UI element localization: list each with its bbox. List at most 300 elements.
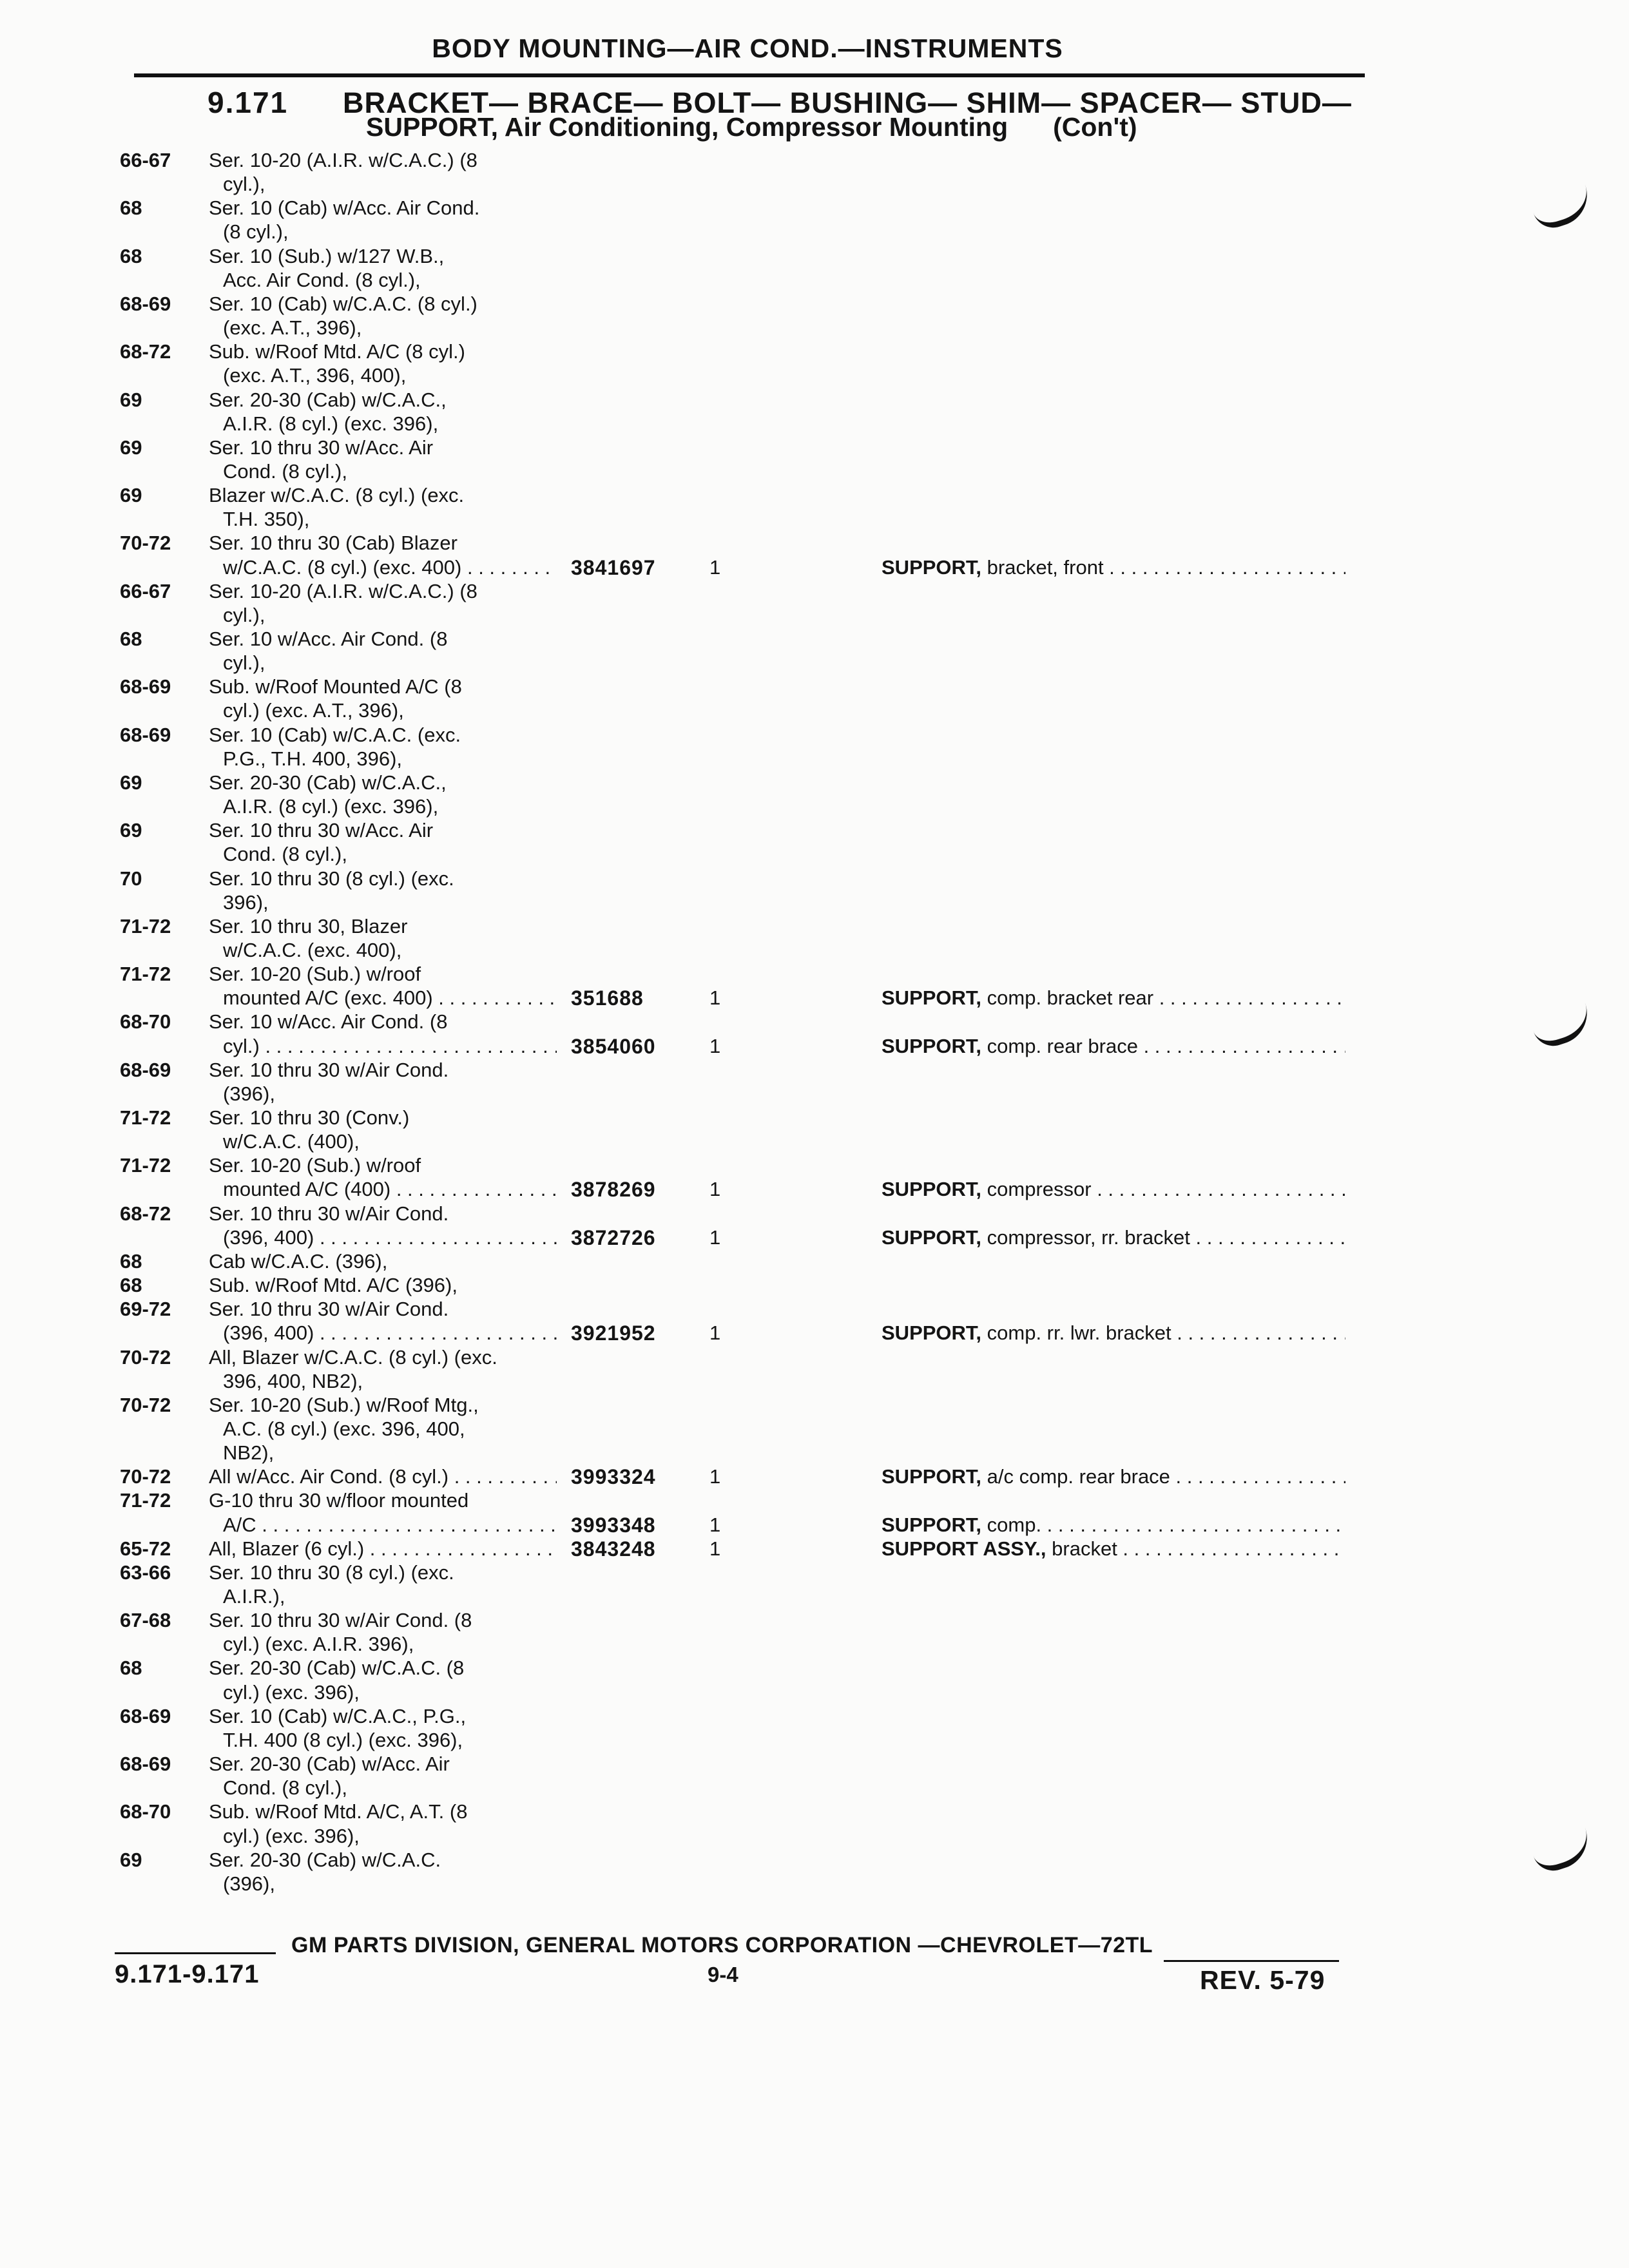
model-year: 68-72 (120, 1202, 171, 1225)
application-desc-wrap (223, 794, 557, 819)
application-desc-wrap (209, 1202, 557, 1226)
part-name-rest: comp. bracket rear . . . (981, 986, 1345, 1009)
part-name (882, 986, 1345, 1010)
application-row (0, 196, 1629, 220)
application-desc: Ser. 10 (Cab) w/C.A.C., P.G., (209, 1705, 467, 1727)
part-name-rest: compressor, rr. bracket . . . (981, 1226, 1345, 1249)
application-desc: P.G., T.H. 400, 396), (223, 747, 403, 770)
application-desc: Ser. 10 (Cab) w/C.A.C. (exc. (209, 724, 461, 746)
application-desc: cyl.), (223, 651, 265, 674)
application-desc: Cond. (8 cyl.), (223, 1776, 347, 1799)
application-desc: Ser. 10-20 (A.I.R. w/C.A.C.) (8 (209, 149, 477, 171)
application-row (0, 1680, 1629, 1705)
model-year: 69-72 (120, 1298, 171, 1320)
application-desc-wrap (223, 1872, 557, 1896)
parts-row (0, 555, 1629, 580)
application-row (0, 1273, 1629, 1298)
application-desc: NB2), (223, 1441, 275, 1464)
application-desc-wrap (209, 1752, 557, 1776)
application-desc: Ser. 10-20 (Sub.) w/Roof Mtg., (209, 1394, 479, 1416)
application-desc: (8 cyl.), (223, 220, 289, 243)
model-year: 68 (120, 628, 142, 650)
application-row (0, 220, 1629, 244)
application-row (0, 388, 1629, 412)
application-row (0, 962, 1629, 986)
parts-row (0, 1537, 1629, 1561)
application-desc: Ser. 20-30 (Cab) w/C.A.C., (209, 771, 447, 794)
application-row (0, 1656, 1629, 1680)
quantity: 1 (709, 986, 721, 1009)
application-desc-wrap (209, 579, 557, 604)
application-desc-wrap (209, 196, 557, 220)
application-desc-wrap (209, 1393, 557, 1418)
part-number: 3878269 (571, 1178, 656, 1201)
application-desc: cyl.) (exc. A.I.R. 396), (223, 1633, 414, 1655)
model-year: 70-72 (120, 1394, 171, 1416)
parts-row (0, 1177, 1629, 1202)
part-number: 3872726 (571, 1226, 656, 1249)
application-desc: Ser. 10-20 (Sub.) w/roof (209, 963, 421, 985)
section-title-line1: BRACKET— BRACE— BOLT— BUSHING— SHIM— SPACER— STUD— (343, 86, 1352, 119)
application-row (0, 292, 1629, 316)
application-row (0, 890, 1629, 915)
application-row (0, 1800, 1629, 1824)
model-year: 70-72 (120, 1346, 171, 1369)
model-year: 68-72 (120, 340, 171, 363)
application-desc-wrap (223, 412, 557, 436)
application-row (0, 651, 1629, 675)
model-year: 71-72 (120, 1106, 171, 1129)
application-desc: T.H. 350), (223, 508, 310, 530)
application-row (0, 1249, 1629, 1274)
model-year: 69 (120, 484, 142, 506)
application-row (0, 867, 1629, 891)
application-row (0, 675, 1629, 699)
application-desc: Ser. 10 thru 30 (Cab) Blazer (209, 532, 458, 554)
application-row (0, 459, 1629, 484)
application-row (0, 1441, 1629, 1465)
application-desc: (396, 400) . . . (223, 1321, 557, 1344)
part-number: 3993324 (571, 1465, 656, 1488)
application-desc-wrap (209, 483, 557, 508)
application-desc: Ser. 20-30 (Cab) w/Acc. Air (209, 1753, 450, 1775)
application-row (0, 1752, 1629, 1776)
application-desc-wrap (223, 1441, 557, 1465)
application-desc: Ser. 10 w/Acc. Air Cond. (8 (209, 628, 448, 650)
part-name-bold: SUPPORT, (882, 1178, 982, 1200)
application-desc-wrap (209, 1537, 557, 1561)
parts-row (0, 986, 1629, 1010)
application-desc: cyl.) (exc. A.T., 396), (223, 699, 404, 722)
page-header: BODY MOUNTING—AIR COND.—INSTRUMENTS (432, 34, 1063, 63)
application-desc-wrap (209, 1106, 557, 1130)
application-desc-wrap (223, 1177, 557, 1202)
application-desc-wrap (223, 842, 557, 867)
application-row (0, 1058, 1629, 1082)
application-desc: Ser. 10-20 (Sub.) w/roof (209, 1154, 421, 1177)
application-desc: w/C.A.C. (exc. 400), (223, 939, 402, 961)
application-desc: All, Blazer (6 cyl.) . . . (209, 1537, 557, 1560)
application-desc-wrap (209, 867, 557, 891)
application-desc: (exc. A.T., 396), (223, 316, 362, 339)
application-row (0, 172, 1629, 197)
application-desc-wrap (209, 914, 557, 939)
application-row (0, 771, 1629, 795)
application-row (0, 436, 1629, 460)
application-desc-wrap (209, 1249, 557, 1274)
footer-rule-right (1164, 1960, 1339, 1962)
application-desc-wrap (223, 1824, 557, 1849)
part-name-bold: SUPPORT, (882, 1321, 982, 1344)
application-row (0, 1106, 1629, 1130)
section-title-line2-text: SUPPORT, Air Conditioning, Compressor Mounting (366, 112, 1008, 142)
application-desc: T.H. 400 (8 cyl.) (exc. 396), (223, 1729, 463, 1751)
application-desc-wrap (209, 244, 557, 269)
application-desc-wrap (209, 675, 557, 699)
application-row (0, 1369, 1629, 1394)
application-desc-wrap (223, 459, 557, 484)
application-desc-wrap (209, 1465, 557, 1489)
quantity: 1 (709, 1226, 721, 1249)
part-number: 3921952 (571, 1321, 656, 1345)
parts-row (0, 1225, 1629, 1250)
model-year: 68-69 (120, 724, 171, 746)
application-row (0, 818, 1629, 843)
application-desc: A.I.R. (8 cyl.) (exc. 396), (223, 412, 439, 435)
application-desc: Ser. 10 thru 30 w/Air Cond. (209, 1202, 449, 1225)
application-desc-wrap (223, 555, 557, 580)
application-desc: Cond. (8 cyl.), (223, 460, 347, 483)
model-year: 71-72 (120, 963, 171, 985)
application-row (0, 723, 1629, 747)
quantity: 1 (709, 1514, 721, 1536)
model-year: 68-70 (120, 1010, 171, 1033)
application-desc-wrap (209, 436, 557, 460)
application-row (0, 938, 1629, 963)
application-desc: cyl.) (exc. 396), (223, 1825, 360, 1847)
application-row (0, 148, 1629, 173)
part-name (882, 1034, 1345, 1059)
footer-rule-left (115, 1952, 276, 1954)
model-year: 69 (120, 389, 142, 411)
application-desc-wrap (223, 316, 557, 340)
parts-row (0, 1513, 1629, 1537)
application-desc-wrap (223, 1513, 557, 1537)
part-name (882, 1177, 1345, 1202)
model-year: 66-67 (120, 149, 171, 171)
application-desc-wrap (223, 1680, 557, 1705)
application-desc: (exc. A.T., 396, 400), (223, 364, 407, 387)
application-row (0, 1417, 1629, 1441)
application-desc-wrap (223, 1321, 557, 1345)
application-desc: (396, 400) . . . (223, 1226, 557, 1249)
application-desc: Ser. 10 thru 30, Blazer (209, 915, 408, 937)
application-desc-wrap (209, 1704, 557, 1729)
application-desc-wrap (209, 1010, 557, 1034)
application-desc-wrap (223, 890, 557, 915)
part-number: 3993348 (571, 1514, 656, 1537)
application-row (0, 747, 1629, 771)
application-row (0, 1824, 1629, 1849)
application-desc-wrap (223, 1129, 557, 1154)
model-year: 68-69 (120, 1753, 171, 1775)
application-row (0, 794, 1629, 819)
model-year: 68 (120, 1250, 142, 1273)
application-row (0, 914, 1629, 939)
application-desc-wrap (209, 818, 557, 843)
application-desc-wrap (223, 938, 557, 963)
application-desc-wrap (223, 220, 557, 244)
application-row (0, 340, 1629, 364)
part-name (882, 1225, 1345, 1250)
application-desc-wrap (223, 268, 557, 293)
model-year: 68 (120, 1274, 142, 1296)
application-desc-wrap (223, 603, 557, 628)
part-name (882, 555, 1345, 580)
application-desc-wrap (209, 1561, 557, 1585)
application-desc: All, Blazer w/C.A.C. (8 cyl.) (exc. (209, 1346, 497, 1369)
quantity: 1 (709, 1537, 721, 1560)
application-row (0, 698, 1629, 723)
application-desc: Ser. 10 thru 30 (Conv.) (209, 1106, 410, 1129)
footer-page-number: 9-4 (708, 1963, 738, 1986)
application-row (0, 1488, 1629, 1513)
application-row (0, 316, 1629, 340)
application-desc-wrap (223, 986, 557, 1010)
application-desc: Ser. 10 thru 30 w/Acc. Air (209, 819, 434, 841)
application-desc: A.I.R. (8 cyl.) (exc. 396), (223, 795, 439, 818)
model-year: 66-67 (120, 580, 171, 602)
part-name (882, 1513, 1345, 1537)
part-name-rest: comp. rr. lwr. bracket . . . (981, 1321, 1345, 1344)
application-row (0, 1584, 1629, 1609)
application-desc: All w/Acc. Air Cond. (8 cyl.) . . . (209, 1465, 557, 1488)
application-desc-wrap (209, 292, 557, 316)
application-desc: (396), (223, 1082, 275, 1105)
model-year: 69 (120, 1849, 142, 1871)
application-row (0, 1561, 1629, 1585)
model-year: 71-72 (120, 1489, 171, 1512)
part-name-rest: bracket, front . . . (981, 556, 1345, 579)
application-row (0, 412, 1629, 436)
quantity: 1 (709, 1178, 721, 1200)
application-desc: cyl.), (223, 604, 265, 626)
part-number: 3843248 (571, 1537, 656, 1561)
application-desc: (396), (223, 1872, 275, 1895)
application-desc-wrap (223, 747, 557, 771)
part-number: 3841697 (571, 556, 656, 579)
application-row (0, 507, 1629, 532)
quantity: 1 (709, 1035, 721, 1057)
model-year: 68 (120, 197, 142, 219)
application-desc-wrap (209, 723, 557, 747)
application-desc-wrap (209, 148, 557, 173)
model-year: 69 (120, 771, 142, 794)
application-row (0, 483, 1629, 508)
application-desc: Ser. 10 thru 30 (8 cyl.) (exc. (209, 1561, 454, 1584)
application-row (0, 1776, 1629, 1800)
part-name-rest: comp. . . . (981, 1514, 1345, 1536)
part-name-rest: a/c comp. rear brace . . . (981, 1465, 1345, 1488)
model-year: 63-66 (120, 1561, 171, 1584)
application-desc: Ser. 20-30 (Cab) w/C.A.C. (209, 1849, 441, 1871)
part-name-bold: SUPPORT, (882, 1226, 982, 1249)
application-row (0, 1297, 1629, 1321)
application-desc-wrap (223, 1584, 557, 1609)
model-year: 67-68 (120, 1609, 171, 1631)
model-year: 68-70 (120, 1800, 171, 1823)
application-row (0, 1704, 1629, 1729)
application-desc-wrap (209, 1273, 557, 1298)
application-desc: w/C.A.C. (8 cyl.) (exc. 400) . . . (223, 556, 557, 579)
application-desc: cyl.), (223, 173, 265, 195)
section-continued-label: (Con't) (1053, 112, 1137, 142)
application-desc: Acc. Air Cond. (8 cyl.), (223, 269, 421, 291)
application-desc: Ser. 10 thru 30 w/Acc. Air (209, 436, 434, 459)
application-desc: mounted A/C (400) . . . (223, 1178, 557, 1200)
application-desc: Sub. w/Roof Mtd. A/C (8 cyl.) (209, 340, 465, 363)
quantity: 1 (709, 1465, 721, 1488)
application-desc-wrap (223, 1225, 557, 1250)
application-row (0, 1082, 1629, 1106)
application-desc-wrap (209, 1608, 557, 1633)
model-year: 70 (120, 867, 142, 890)
model-year: 68 (120, 245, 142, 267)
parts-row (0, 1034, 1629, 1059)
part-name-rest: bracket . . . (1046, 1537, 1345, 1560)
application-desc-wrap (223, 507, 557, 532)
part-name-rest: compressor . . . (981, 1178, 1345, 1200)
application-row (0, 842, 1629, 867)
application-row (0, 531, 1629, 555)
part-name (882, 1537, 1345, 1561)
application-desc-wrap (209, 1800, 557, 1824)
application-row (0, 268, 1629, 293)
application-desc-wrap (209, 627, 557, 651)
part-name-rest: comp. rear brace . . . (981, 1035, 1345, 1057)
model-year: 70-72 (120, 532, 171, 554)
application-desc: Ser. 20-30 (Cab) w/C.A.C., (209, 389, 447, 411)
application-desc: mounted A/C (exc. 400) . . . (223, 986, 557, 1009)
application-desc: Sub. w/Roof Mtd. A/C (396), (209, 1274, 458, 1296)
model-year: 71-72 (120, 1154, 171, 1177)
application-desc: Ser. 10 (Sub.) w/127 W.B., (209, 245, 445, 267)
model-year: 68-69 (120, 293, 171, 315)
application-row (0, 579, 1629, 604)
model-year: 68 (120, 1657, 142, 1679)
application-desc-wrap (209, 771, 557, 795)
application-row (0, 363, 1629, 388)
application-row (0, 1393, 1629, 1418)
section-number: 9.171 (207, 86, 289, 119)
application-desc-wrap (209, 1297, 557, 1321)
application-desc-wrap (209, 962, 557, 986)
application-desc-wrap (209, 1656, 557, 1680)
application-desc-wrap (223, 1417, 557, 1441)
application-desc: Ser. 10 thru 30 w/Air Cond. (209, 1298, 449, 1320)
model-year: 71-72 (120, 915, 171, 937)
application-desc: Ser. 10 w/Acc. Air Cond. (8 (209, 1010, 448, 1033)
application-desc: 396, 400, NB2), (223, 1370, 363, 1392)
part-name-bold: SUPPORT, (882, 1035, 982, 1057)
footer-publisher-line: GM PARTS DIVISION, GENERAL MOTORS CORPORATION —CHEVROLET—72TL (291, 1933, 1153, 1957)
part-name (882, 1321, 1345, 1345)
application-desc: Ser. 10-20 (A.I.R. w/C.A.C.) (8 (209, 580, 477, 602)
part-name (882, 1465, 1345, 1489)
part-name-bold: SUPPORT, (882, 1465, 982, 1488)
application-desc: Ser. 20-30 (Cab) w/C.A.C. (8 (209, 1657, 465, 1679)
application-desc-wrap (209, 340, 557, 364)
application-desc: Ser. 10 thru 30 w/Air Cond. (8 (209, 1609, 472, 1631)
application-row (0, 1153, 1629, 1178)
application-row (0, 244, 1629, 269)
model-year: 69 (120, 819, 142, 841)
application-desc: Sub. w/Roof Mounted A/C (8 (209, 675, 462, 698)
application-row (0, 1010, 1629, 1034)
application-desc-wrap (209, 1153, 557, 1178)
part-name-bold: SUPPORT, (882, 1514, 982, 1536)
application-desc-wrap (223, 1728, 557, 1753)
quantity: 1 (709, 1321, 721, 1344)
application-row (0, 1608, 1629, 1633)
application-desc: G-10 thru 30 w/floor mounted (209, 1489, 469, 1512)
application-desc: Cab w/C.A.C. (396), (209, 1250, 388, 1273)
application-desc: cyl.) . . . (223, 1035, 557, 1057)
application-desc-wrap (223, 698, 557, 723)
application-desc: Ser. 10 (Cab) w/C.A.C. (8 cyl.) (209, 293, 477, 315)
application-desc: Blazer w/C.A.C. (8 cyl.) (exc. (209, 484, 465, 506)
application-row (0, 1632, 1629, 1657)
application-desc-wrap (223, 1034, 557, 1059)
parts-row (0, 1465, 1629, 1489)
application-desc-wrap (209, 388, 557, 412)
application-row (0, 1129, 1629, 1154)
application-row (0, 1872, 1629, 1896)
application-desc-wrap (209, 1058, 557, 1082)
application-desc-wrap (223, 651, 557, 675)
model-year: 69 (120, 436, 142, 459)
application-desc-wrap (223, 172, 557, 197)
model-year: 70-72 (120, 1465, 171, 1488)
model-year: 68-69 (120, 1705, 171, 1727)
part-number: 351688 (571, 986, 644, 1010)
footer-section-code: 9.171-9.171 (115, 1960, 260, 1988)
parts-row (0, 1321, 1629, 1345)
application-desc: Ser. 10 thru 30 (8 cyl.) (exc. (209, 867, 454, 890)
application-desc-wrap (223, 1632, 557, 1657)
application-row (0, 1728, 1629, 1753)
model-year: 65-72 (120, 1537, 171, 1560)
application-row (0, 1202, 1629, 1226)
application-desc-wrap (209, 1488, 557, 1513)
application-row (0, 627, 1629, 651)
application-desc-wrap (223, 363, 557, 388)
application-desc: Ser. 10 thru 30 w/Air Cond. (209, 1059, 449, 1081)
application-desc: cyl.) (exc. 396), (223, 1681, 360, 1704)
application-desc-wrap (223, 1776, 557, 1800)
application-desc: Cond. (8 cyl.), (223, 843, 347, 865)
application-desc: Sub. w/Roof Mtd. A/C, A.T. (8 (209, 1800, 468, 1823)
application-row (0, 1345, 1629, 1370)
application-desc-wrap (223, 1082, 557, 1106)
part-name-bold: SUPPORT, (882, 986, 982, 1009)
application-desc: A/C . . . (223, 1514, 557, 1536)
footer-revision: REV. 5-79 (1200, 1965, 1325, 1995)
application-row (0, 603, 1629, 628)
application-row (0, 1848, 1629, 1872)
part-name-bold: SUPPORT ASSY., (882, 1537, 1046, 1560)
part-number: 3854060 (571, 1035, 656, 1058)
